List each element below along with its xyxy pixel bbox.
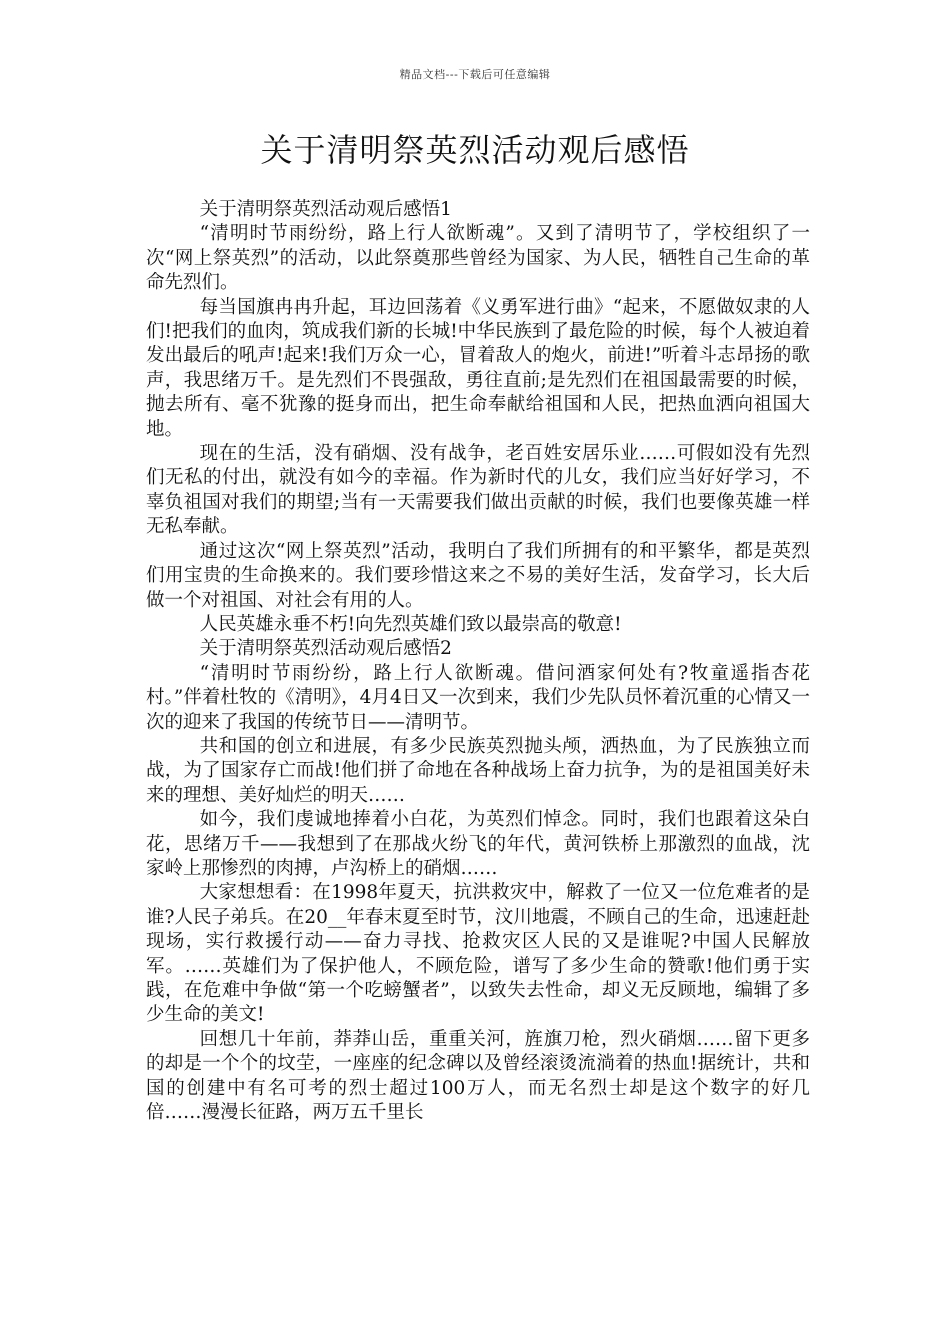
paragraph: 回想几十年前，莽莽山岳，重重关河，旌旗刀枪，烈火硝烟……留下更多的却是一个个的坟茔，一座座的纪念碑以及曾经滚烫流淌着的热血!据统计，共和国的创建中有名可考的烈士超过100万人，而无名烈士却是这个数字的好几倍……漫漫长征路，两万五千里长 xyxy=(146,1028,810,1124)
paragraph: 现在的生活，没有硝烟、没有战争，老百姓安居乐业……可假如没有先烈们无私的付出，就没有如今的幸福。作为新时代的儿女，我们应当好好学习，不辜负祖国对我们的期望;当有一天需要我们做出贡献的时候，我们也要像英雄一样无私奉献。 xyxy=(146,443,810,538)
header-note: 精品文档---下载后可任意编辑 xyxy=(399,68,551,81)
subheading-2: 关于清明祭英烈活动观后感悟2 xyxy=(199,638,452,660)
paragraph: 大家想想看：在1998年夏天，抗洪救灾中，解救了一位又一位危难者的是谁?人民子弟兵。在20__年春末夏至时节，汶川地震，不顾自己的生命，迅速赶赴现场，实行救援行动——奋力寻找、抢救灾区人民的又是谁呢?中国人民解放军。……英雄们为了保护他人，不顾危险，谱写了多少生命的赞歌!他们勇于实践，在危难中争做“第一个吃螃蟹者”，以致失去性命，却义无反顾地，编辑了多少生命的美文! xyxy=(146,882,810,1026)
paragraph: 如今，我们虔诚地捧着小白花，为英烈们悼念。同时，我们也跟着这朵白花，思绪万千——我想到了在那战火纷飞的年代，黄河铁桥上那激烈的血战，沈家岭上那惨烈的肉搏，卢沟桥上的硝烟…… xyxy=(146,809,810,879)
paragraph: “清明时节雨纷纷，路上行人欲断魂。借问酒家何处有?牧童遥指杏花村。”伴着杜牧的《清明》，4月4日又一次到来，我们少先队员怀着沉重的心情又一次的迎来了我国的传统节日——清明节。 xyxy=(146,662,810,733)
subheading-1: 关于清明祭英烈活动观后感悟1 xyxy=(199,199,452,220)
paragraph: 通过这次“网上祭英烈”活动，我明白了我们所拥有的和平繁华，都是英烈们用宝贵的生命换来的。我们要珍惜这来之不易的美好生活，发奋学习，长大后做一个对祖国、对社会有用的人。 xyxy=(146,540,810,611)
document-body xyxy=(146,198,810,1125)
document-title: 关于清明祭英烈活动观后感悟 xyxy=(260,131,690,169)
paragraph: 共和国的创立和进展，有多少民族英烈抛头颅，洒热血，为了民族独立而战，为了国家存亡而战!他们拼了命地在各种战场上奋力抗争，为的是祖国美好未来的理想、美好灿烂的明天…… xyxy=(146,735,810,806)
paragraph: “清明时节雨纷纷，路上行人欲断魂”。又到了清明节了，学校组织了一次“网上祭英烈”的活动，以此祭奠那些曾经为国家、为人民，牺牲自己生命的革命先烈们。 xyxy=(146,223,810,294)
paragraph: 人民英雄永垂不朽!向先烈英雄们致以最崇高的敬意! xyxy=(199,613,622,635)
paragraph: 每当国旗冉冉升起，耳边回荡着《义勇军进行曲》“起来，不愿做奴隶的人们!把我们的血肉，筑成我们新的长城!中华民族到了最危险的时候，每个人被迫着发出最后的吼声!起来!我们万众一心，冒着敌人的炮火，前进!”听着斗志昂扬的歌声，我思绪万千。是先烈们不畏强敌，勇往直前;是先烈们在祖国最需要的时候，抛去所有、毫不犹豫的挺身而出，把生命奉献给祖国和人民，把热血洒向祖国大地。 xyxy=(146,296,810,440)
